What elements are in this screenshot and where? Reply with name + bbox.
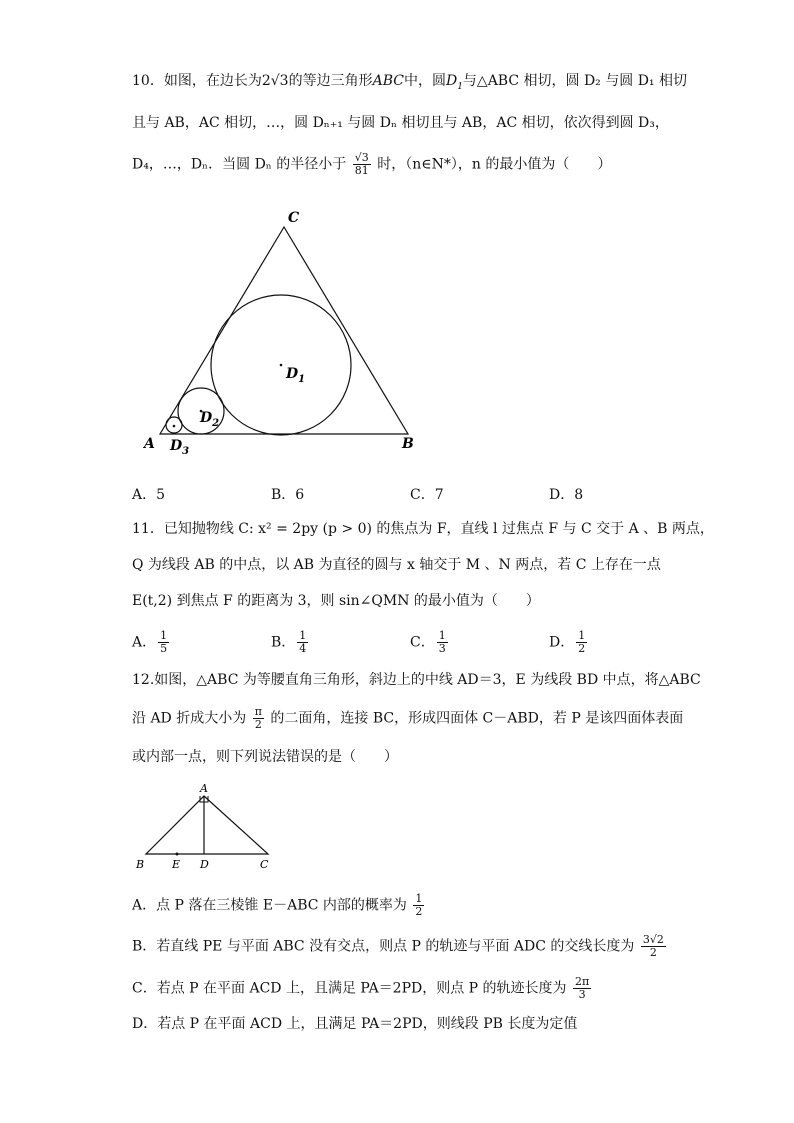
label-c: C bbox=[288, 210, 300, 226]
q10-fraction: $\frac{√3}{81}$ bbox=[354, 151, 369, 177]
q12-pi-fraction: $\frac{\pi}{2}$ bbox=[254, 705, 262, 731]
q12-option-a[interactable]: A．点 P 落在三棱锥 E－ABC 内部的概率为 $\frac{1}{2}$ bbox=[132, 892, 423, 918]
q12-option-c[interactable]: C．若点 P 在平面 ACD 上，且满足 PA＝2PD，则点 P 的轨迹长度为 $\frac{2\pi}{3}$ bbox=[132, 975, 590, 1001]
q11-option-c[interactable]: C． $\frac{1}{3}$ bbox=[410, 629, 446, 655]
label-a: A bbox=[144, 436, 155, 452]
q10-triangle-name: ABC bbox=[372, 73, 404, 89]
q10-text-d: 与△ABC 相切，圆 D₂ 与圆 D₁ 相切 bbox=[462, 73, 687, 89]
q10-text-b: 的等边三角形 bbox=[288, 73, 373, 89]
q10-side-length: 2√3 bbox=[261, 73, 289, 89]
label-d2: $D_2$ bbox=[200, 410, 220, 429]
label-b: B bbox=[136, 858, 145, 871]
q11-line1: 11．已知抛物线 C: x² = 2py (p > 0) 的焦点为 F，直线 l 过焦点 F 与 C 交于 A 、B 两点， bbox=[132, 521, 714, 537]
q12-line2: 沿 AD 折成大小为 $\frac{\pi}{2}$ 的二面角，连接 BC，形成四面体 C－ABD，若 P 是该四面体表面 bbox=[132, 705, 684, 731]
label-d: D bbox=[200, 858, 209, 871]
q10-line3 bbox=[132, 152, 611, 177]
q11-option-d[interactable]: D． $\frac{1}{2}$ bbox=[549, 629, 586, 655]
q11-line2: Q 为线段 AB 的中点，以 AB 为直径的圆与 x 轴交于 M 、N 两点，若 C 上存在一点 bbox=[132, 557, 661, 573]
q10-text-c: 中，圆 bbox=[403, 73, 446, 89]
label-d3: $D_3$ bbox=[170, 438, 190, 457]
q12-option-b[interactable]: B．若直线 PE 与平面 ABC 没有交点，则点 P 的轨迹与平面 ADC 的交线长度为 $\frac{3√2}{2}$ bbox=[132, 933, 664, 959]
q10-option-d[interactable]: D．8 bbox=[549, 487, 584, 503]
center-d1 bbox=[280, 364, 283, 367]
label-b: B bbox=[402, 436, 414, 452]
q10-option-b[interactable]: B．6 bbox=[271, 487, 305, 503]
q12-figure bbox=[132, 778, 282, 878]
q12-line3: 或内部一点，则下列说法错误的是（ ） bbox=[132, 749, 398, 765]
center-d3 bbox=[173, 425, 176, 428]
q10-option-a[interactable]: A．5 bbox=[132, 487, 166, 503]
label-a: A bbox=[200, 782, 208, 795]
q12-option-d[interactable]: D．若点 P 在平面 ACD 上，且满足 PA＝2PD，则线段 PB 长度为定值 bbox=[132, 1016, 578, 1032]
label-e: E bbox=[172, 858, 181, 871]
q10-line2: 且与 AB，AC 相切，…，圆 Dₙ₊₁ 与圆 Dₙ 相切且与 AB，AC 相切，依次得到圆 D₃， bbox=[132, 115, 669, 131]
q10-line1: 10．如图，在边长为2√3的等边三角形ABC中，圆$D_1$与△ABC 相切，圆 D₂ 与圆 D₁ 相切 bbox=[132, 73, 687, 92]
q11-line3: E(t,2) 到焦点 F 的距离为 3，则 sin∠QMN 的最小值为（ ） bbox=[132, 593, 540, 609]
equilateral-triangle bbox=[160, 227, 408, 434]
q10-text-f: 时，（n∈N*），n 的最小值为（ ） bbox=[377, 156, 612, 173]
q10-text-e: D₄，…，Dₙ．当圆 Dₙ 的半径小于 bbox=[132, 156, 347, 173]
q12-line1: 12.如图，△ABC 为等腰直角三角形，斜边上的中线 AD＝3，E 为线段 BD 中点，将△ABC bbox=[132, 672, 701, 688]
q10-figure bbox=[130, 200, 430, 460]
q10-text-a: 10．如图，在边长为 bbox=[132, 73, 262, 89]
q11-option-b[interactable]: B． $\frac{1}{4}$ bbox=[271, 629, 307, 655]
q11-option-a[interactable]: A． $\frac{1}{5}$ bbox=[132, 629, 168, 655]
isosceles-triangle bbox=[146, 796, 268, 854]
label-d1: $D_1$ bbox=[286, 366, 306, 385]
label-c: C bbox=[260, 858, 269, 871]
point-e bbox=[176, 853, 179, 856]
q10-option-c[interactable]: C．7 bbox=[410, 487, 444, 503]
